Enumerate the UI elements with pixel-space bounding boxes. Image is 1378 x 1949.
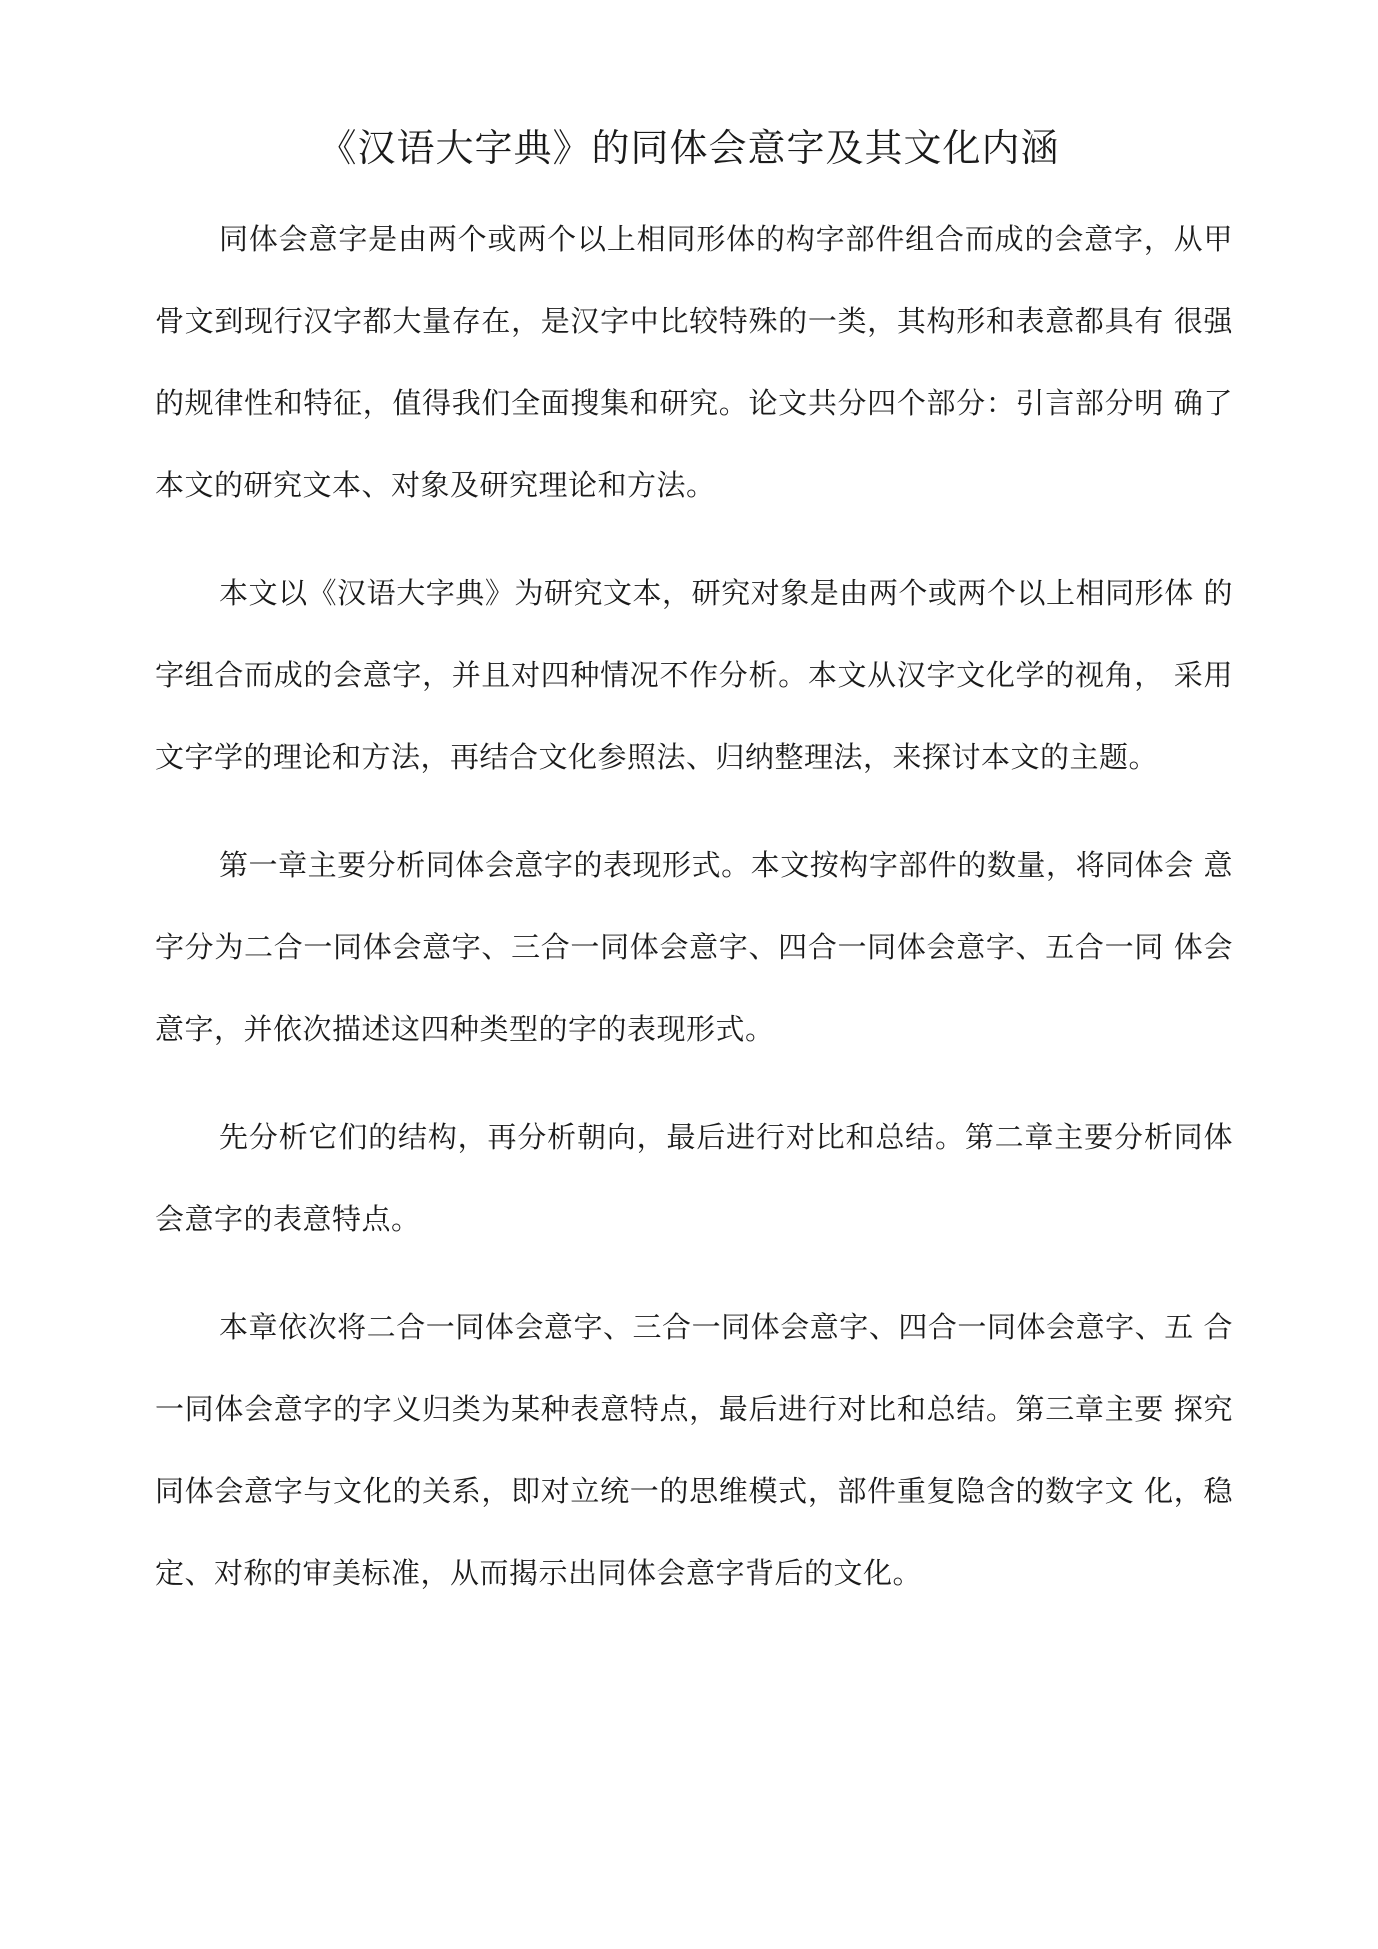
paragraph-1: 同体会意字是由两个或两个以上相同形体的构字部件组合而成的会意字，从甲骨文到现行汉字都大量存在，是汉字中比较特殊的一类，其构形和表意都具有 很强的规律性和特征，值得我们全面搜集和研究。论文共分四个部分：引言部分明 确了本文的研究文本、对象及研究理论和方法。 bbox=[155, 222, 1233, 502]
paragraph-4: 先分析它们的结构，再分析朝向，最后进行对比和总结。第二章主要分析同体会意字的表意特点。 bbox=[155, 1120, 1233, 1236]
document-title: 《汉语大字典》的同体会意字及其文化内涵 bbox=[318, 126, 1060, 170]
paragraph-5: 本章依次将二合一同体会意字、三合一同体会意字、四合一同体会意字、五 合一同体会意字的字义归类为某种表意特点，最后进行对比和总结。第三章主要 探究同体会意字与文化的关系，即对立统一的思维模式，部件重复隐含的数字文 化，稳定、对称的审美标准，从而揭示出同体会意字背后的文化。 bbox=[155, 1310, 1233, 1590]
paragraph-3: 第一章主要分析同体会意字的表现形式。本文按构字部件的数量，将同体会 意字分为二合一同体会意字、三合一同体会意字、四合一同体会意字、五合一同 体会意字，并依次描述这四种类型的字的表现形式。 bbox=[155, 848, 1233, 1046]
paragraph-2: 本文以《汉语大字典》为研究文本，研究对象是由两个或两个以上相同形体 的字组合而成的会意字，并且对四种情况不作分析。本文从汉字文化学的视角， 采用文字学的理论和方法，再结合文化参照法、归纳整理法，来探讨本文的主题。 bbox=[155, 576, 1233, 774]
document-body bbox=[155, 198, 1233, 1640]
